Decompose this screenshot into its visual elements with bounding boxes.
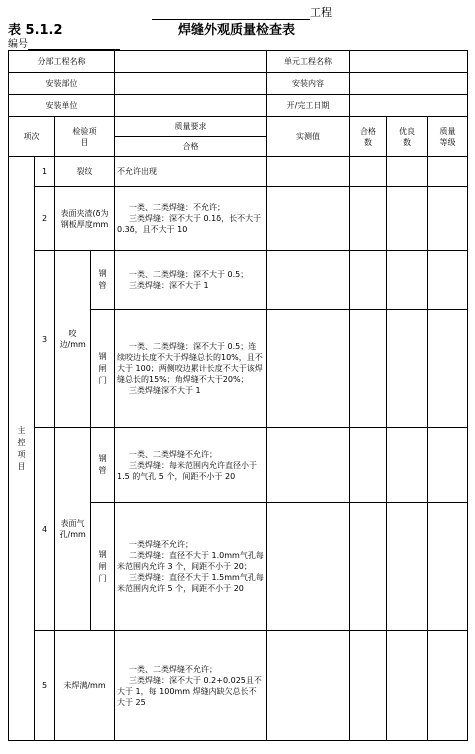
row-item [55,428,91,631]
measured-cell[interactable] [267,187,350,251]
grade-cell[interactable] [428,251,468,310]
measured-cell[interactable] [267,503,350,631]
req-line: 不允许出现 [117,167,157,176]
table-row [9,251,468,310]
col-grade-text: 质量等级 [439,126,456,147]
info-value[interactable] [350,51,468,73]
row-item-text: 咬边/mm [59,329,86,349]
measured-cell[interactable] [267,631,350,741]
col-excellent-count [387,117,428,157]
row-requirement [115,428,267,503]
measured-cell[interactable] [267,310,350,428]
project-name-line [152,4,332,20]
info-row [9,51,468,73]
grade-cell[interactable] [428,157,468,187]
sub-type [91,428,115,503]
row-item-text: 表面气孔/mm [59,519,86,539]
row-item [55,187,115,251]
info-label: 分部工程名称 [9,51,115,73]
col-pass-count [350,117,387,157]
info-value[interactable] [115,51,267,73]
measured-cell[interactable] [267,428,350,503]
row-item: 裂纹 [55,157,115,187]
pass-count-cell[interactable] [350,631,387,741]
page-title: 焊缝外观质量检查表 [178,23,296,38]
row-item [55,251,91,428]
pass-count-cell[interactable] [350,187,387,251]
col-pass-count-text: 合格数 [360,126,376,147]
number-blank [28,38,120,50]
req-line: 一类、二类焊缝：不允许； [129,203,225,212]
excellent-count-cell[interactable] [387,251,428,310]
info-value[interactable] [350,73,468,95]
sub-type-text: 钢管 [98,269,107,290]
row-no: 5 [35,631,55,741]
info-value[interactable] [115,95,267,117]
excellent-count-cell[interactable] [387,631,428,741]
pass-count-cell[interactable] [350,251,387,310]
pass-count-cell[interactable] [350,428,387,503]
sub-type [91,310,115,428]
req-line: 一类焊缝不允许； [129,540,193,549]
row-requirement [115,631,267,741]
info-label: 开/完工日期 [267,95,350,117]
table-row [9,187,468,251]
req-line: 二类焊缝：直径不大于 1.0mm气孔每米范围内允许 3 个，间距不小于 20； [117,551,264,571]
col-check-item [55,117,115,157]
excellent-count-cell[interactable] [387,503,428,631]
pass-count-cell[interactable] [350,310,387,428]
row-requirement [115,310,267,428]
measured-cell[interactable] [267,251,350,310]
grade-cell[interactable] [428,187,468,251]
req-line: 一类、二类焊缝不允许； [129,449,217,459]
grade-cell[interactable] [428,310,468,428]
col-quality-req: 质量要求 [115,117,267,137]
info-label: 安装内容 [267,73,350,95]
row-requirement [115,187,267,251]
info-label: 安装单位 [9,95,115,117]
col-qualified: 合格 [115,137,267,157]
req-line: 三类焊缝：深不大于 0.1δ，长不大于0.3δ，且不大于 10 [117,214,262,234]
excellent-count-cell[interactable] [387,428,428,503]
column-header-row [9,117,468,137]
table-row [9,631,468,741]
row-requirement [115,251,267,310]
req-line: 一类、二类焊缝：深不大于 0.5；连续咬边长度不大于焊缝总长的10%，且不大于 100；两侧咬边累计长度不大于该焊缝总长的15%；角焊缝不大于20%； [117,342,263,384]
excellent-count-cell[interactable] [387,310,428,428]
col-item-no: 项次 [9,117,55,157]
col-excellent-count-text: 优良数 [399,126,415,147]
req-line: 三类焊缝：深不大于 0.2+0.025且不大于 1，每 100mm 焊缝内缺欠总长不大于 25 [117,675,262,707]
col-measured: 实测值 [267,117,350,157]
sub-type-text: 钢闸门 [98,351,107,385]
sub-type-text: 钢管 [98,454,107,475]
number-label: 编号 [8,39,28,50]
grade-cell[interactable] [428,503,468,631]
info-row [9,95,468,117]
table-row [9,157,468,187]
sub-type-text: 钢闸门 [98,549,107,583]
req-line: 三类焊缝：深不大于 1 [129,281,209,290]
group-label-text: 主控项目 [17,425,26,471]
grade-cell[interactable] [428,428,468,503]
inspection-table [8,50,468,741]
excellent-count-cell[interactable] [387,157,428,187]
grade-cell[interactable] [428,631,468,741]
pass-count-cell[interactable] [350,503,387,631]
row-item-text: 表面夹渣(δ为钢板厚度mm [60,208,109,229]
req-line: 三类焊缝深不大于 1 [129,386,201,395]
col-grade [428,117,468,157]
info-value[interactable] [115,73,267,95]
measured-cell[interactable] [267,157,350,187]
excellent-count-cell[interactable] [387,187,428,251]
row-requirement [115,503,267,631]
info-row [9,73,468,95]
project-suffix: 工程 [310,6,332,19]
req-line: 一类、二类焊缝：深不大于 0.5； [129,270,249,279]
row-no: 2 [35,187,55,251]
sub-type [91,251,115,310]
row-item: 未焊满/mm [55,631,115,741]
req-line: 一类、二类焊缝不允许； [129,664,217,674]
table-number: 表 5.1.2 [8,23,63,38]
row-no: 1 [35,157,55,187]
row-no: 3 [35,251,55,428]
col-check-item-text: 检验项目 [72,126,97,147]
info-label: 安装部位 [9,73,115,95]
req-line: 三类焊缝：直径不大于 1.5mm气孔每米范围内允许 5 个，间距不小于 20 [117,573,264,593]
info-value[interactable] [350,95,468,117]
row-requirement [115,157,267,187]
table-row [9,428,468,503]
info-label: 单元工程名称 [267,51,350,73]
sub-type [91,503,115,631]
pass-count-cell[interactable] [350,157,387,187]
number-field [8,35,120,50]
row-no: 4 [35,428,55,631]
group-label [9,157,35,741]
req-line: 三类焊缝：每米范围内允许直径小于 1.5 的气孔 5 个，间距不小于 20 [117,460,257,481]
